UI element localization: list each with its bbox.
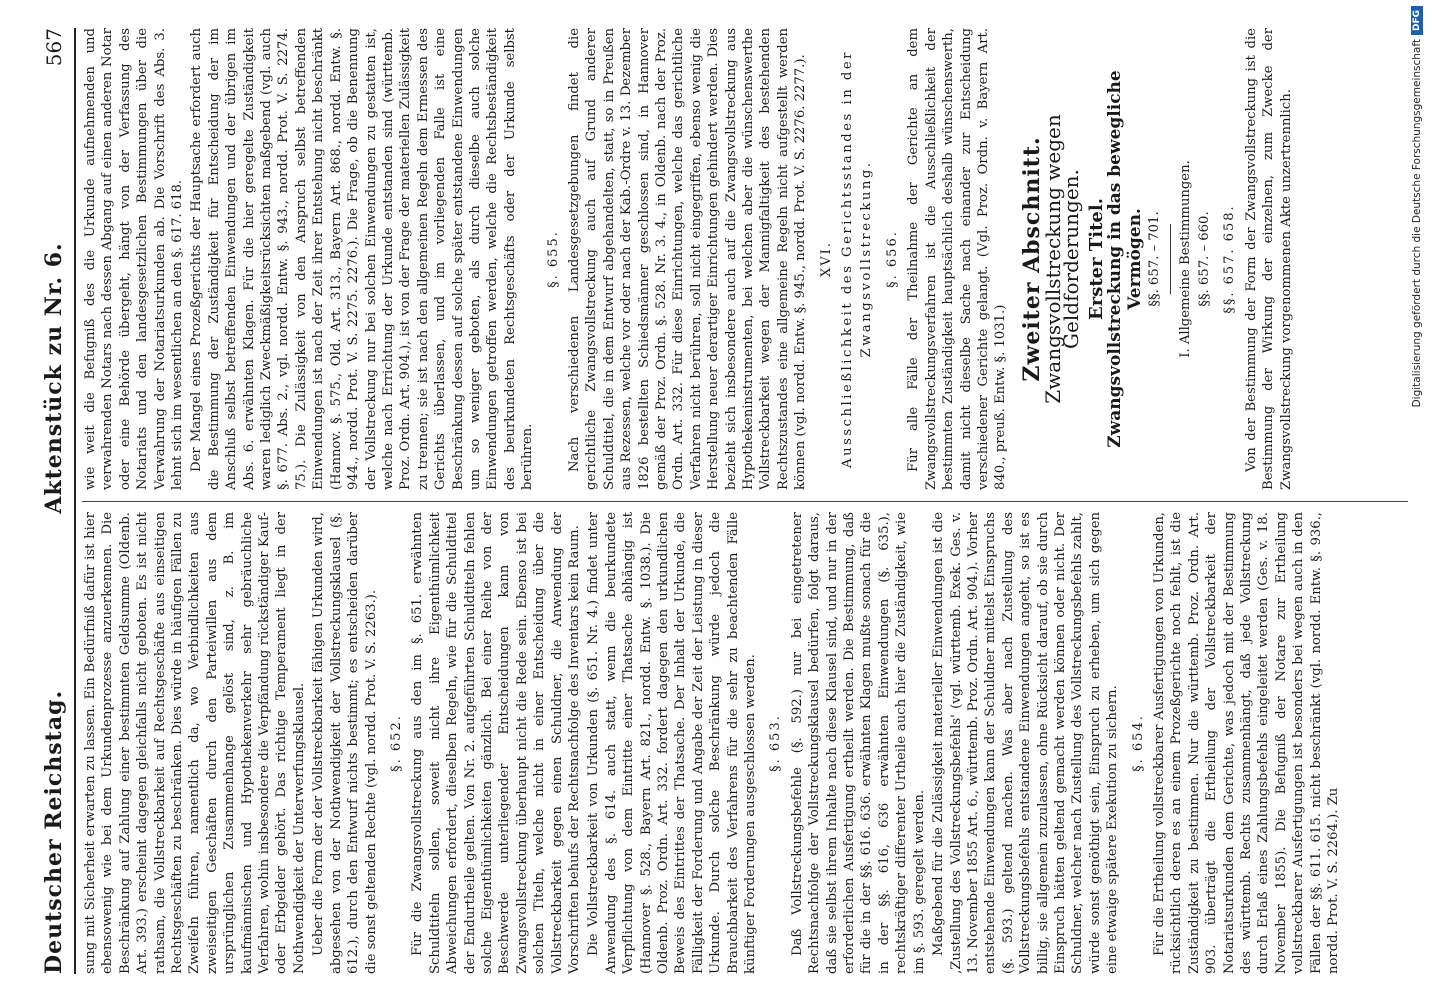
part-subheading: Zwangsvollstreckung wegen Geldforderungen. (1041, 114, 1083, 404)
left-paragraph-4: Die Vollstreckbarkeit von Urkunden (§. 651. Nr. 4.) findet unter Anwendung des §. 614. auch statt, wenn die beurkundete Verpflichtung von dem Eintritte einer Thatsache abhängig ist (Hannover §. 528., Bayern Art. 821., nordd. Entw. §. 1038.). Die Oldenb. Proz. Ordn. Art. 332. fordert dagegen den urkundlichen Beweis des Eintrittes der Thatsache. Der Inhalt der Urkunde, die Fälligkeit der Forderung und Angabe der Zeit der Leistung in dieser Urkunde. Durch solche Beschränkung würde jedoch die Brauchbarkeit des Verfahrens für die sehr zu beachtenden Fälle künftiger Forderungen ausgeschlossen werden. (586, 512, 759, 974)
left-paragraph-1: sung mit Sicherheit erwarten zu lassen. Ein Bedürfniß dafür ist hier ebensowenig wie bei dem Urkundenprozesse anzuerkennen. Die Beschränkung auf Zahlung einer bestimmten Geldsumme (Oldenb. Art. 393.) erscheint dagegen gleichfalls nicht geboten. Es ist nicht rathsam, die Vollstreckbarkeit auf Rechtsgeschäfte aus einseitigen Rechtsgeschäften zu beschränken. Dies würde in häufigen Fällen zu Zweifeln führen, namentlich da, wo Verbindlichkeiten aus zweiseitigen Geschäften durch den Parteiwillen aus dem ursprünglichen Zusammenhange gelöst sind, z. B. im kaufmännischen und Hypothekenverkehr sehr gebräuchliche Verfahren, wohin insbesondere die Verpfändung rückständiger Kauf- oder Erbgelder gehört. Das richtige Temperament liegt in der Nothwendigkeit der Unterwerfungsklausel. (83, 512, 307, 974)
left-paragraph-5: Daß Vollstreckungsbefehle (§. 592.) nur bei eingetretener Rechtsnachfolge der Vollstreckungsklausel bedürfen, folgt daraus, daß sie selbst ihrem Inhalte nach diese Klausel sind, und nur in der erforderlichen Ausfertigung ertheilt werden. Die Bestimmung, daß für die in der §§. 616. 636. erwähnten Klagen mußte sonach für die in der §§. 616, 636 erwähnten Einwendungen (§. 635.), rechtskräftiger differenter Urtheile auch hier die Zuständigkeit, wie im §. 593. geregelt werden. (789, 512, 927, 974)
header-center: Aktenstück zu Nr. 6. (41, 242, 67, 514)
dfg-funding-note: Digitalisierung gefördert durch die Deutsche Forschungsgemeinschaft (1411, 39, 1423, 408)
header-left: Deutscher Reichstag. (41, 689, 67, 974)
left-paragraph-7: Für die Ertheilung vollstreckbarer Ausfertigungen von Urkunden, rücksichtlich deren es an einem Prozeßgerichte noch fehlt, ist die Zuständigkeit zu bestimmen. Nur die württemb. Proz. Ordn. Art. 903. überträgt die Ertheilung der Vollstreckbarkeit der Notariatsurkunden dem Gerichte, was jedoch mit der Bestimmung des württemb. Rechts zusammenhängt, daß jede Vollstreckung durch Erlaß eines Zahlungsbefehls eingeleitet werden (Ges. v. 18. November 1855). Die Befugniß der Notare zur Ertheilung vollstreckbarer Ausfertigungen ist besonders bei wegen auch in den Fällen der §§. 611. 615. nicht beschränkt (vgl. nordd. Entw. §. 936., nordd. Prot. V. S. 2264.). Zu (1151, 512, 1342, 974)
page-number: 567 (42, 28, 66, 67)
section-heading-656: §. 656. (884, 230, 900, 288)
right-paragraph-2: Der Mangel eines Prozeßgerichts der Hauptsache erfordert auch die Bestimmung der Zuständigkeit für Entscheidung der im Anschluß selbst betreffenden Einwendungen und der übrigen im Abs. 6. erwähnten Klagen. Für die hier geregelte Zuständigkeit waren lediglich Zweckmäßigkeitsrücksichten maßgebend (vgl. auch §. 677. Abs. 2., vgl. nordd. Entw. §. 943., nordd. Prot. V. S. 2274. 75.). Die Zulässigkeit von den Anspruch selbst betreffenden Einwendungen ist nach der Zeit ihrer Entstehung nicht beschränkt (Hannov. §. 575., Old. Art. 313., Bayern Art. 868., nordd. Entw. §. 944., nordd. Prot. V. S. 2275. 2276.). Die Frage, ob die Benennung der Vollstreckung nur bei solchen Einwendungen zu gestatten ist, welche nach Errichtung der Urkunde entstanden sind (württemb. Proz. Ordn. Art. 904.), ist von der Frage der materiellen Zulässigkeit zu trennen; sie ist nach den allgemeinen Regeln dem Ermessen des Gerichts überlassen, und im vorliegenden Falle ist eine Beschränkung dessen auf solche später entstandene Einwendungen um so weniger geboten, als durch dieselbe auch solche Einwendungen getroffen werden, welche die Rechtsbeständigkeit des beurkundeten Rechtsgeschäfts oder der Urkunde selbst berühren. (189, 28, 536, 490)
left-paragraph-6: Maßgebend für die Zulässigkeit materieller Einwendungen ist die ‚Zustellung des Vollstreckungsbefehls' (vgl. württemb. Exek. Ges. v. 13. November 1855 Art. 6., württemb. Proz. Ordn. Art. 904.). Vorher entstehende Einwendungen kann der Schuldner mittelst Einspruchs (§. 593.) geltend machen. Was aber nach Zustellung des Vollstreckungsbefehls entstandene Einwendungen angeht, so ist es billig, sie allgemein zuzulassen, ohne Rücksicht darauf, ob sie durch Einspruch hätten geltend gemacht werden können oder nicht. Der Schuldner, welcher nach Zustellung des Vollstreckungsbefehls zahlt, würde sonst genöthigt sein, Einspruch zu erheben, um sich gegen eine etwaige spätere Exekution zu sichern. (931, 512, 1121, 974)
right-paragraph-5: Von der Bestimmung der Form der Zwangsvollstreckung ist die Bestimmung der Wirkung der einzelnen, zum Zwecke der Zwangsvollstreckung vorgenommenen Akte unzertrennlich. (1243, 28, 1294, 490)
title-heading: Erster Titel. (1085, 198, 1107, 320)
section-heading-655: §. 655. (545, 230, 561, 288)
right-paragraph-1: wie weit die Befugniß des die Urkunde aufnehmenden und verwahrenden Notars nach dessen Abgang auf einen anderen Notar oder eine Behörde übergeht, hängt von der Verfassung des Notariats und den landesgesetzlichen Bestimmungen über die Verwahrung der Notariatsurkunden ab. Die Vorschrift des Abs. 3. lehnt sich im wesentlichen an den §. 617. 618. (83, 28, 186, 490)
left-column (82, 512, 1408, 974)
section-heading-653: §. 653. (768, 714, 784, 772)
title-subheading-line-1: Zwangsvollstreckung in das bewegliche (1105, 70, 1126, 448)
right-paragraph-4: Für alle Fälle der Theilnahme der Gerichte an dem Zwangsvollstreckungsverfahren ist die Ausschließlichkeit der bestimmten Zuständigkeit hauptsächlich deshalb wünschenswerth, damit nicht dieselbe Sache nach einander zur Entscheidung verschiedener Gerichte gelangt. (Vgl. Proz. Ordn. v. Bayern Art. 840., preuß. Entw. §. 1031.) (906, 28, 1009, 490)
rotated-page (30, 8, 1420, 994)
left-paragraph-2: Ueber die Form der der Vollstreckbarkeit fähigen Urkunden wird, abgesehen von der Nothwendigkeit der Vollstreckungsklausel (§. 612.), durch den Entwurf nichts bestimmt; es entscheiden darüber die sonst geltenden Rechte (vgl. nordd. Prot. V. S. 2263.). (311, 512, 379, 974)
chapter-title-line-1: Ausschließlichkeit des Gerichtsstandes in der (840, 50, 856, 468)
chapter-title-line-2: Zwangsvollstreckung. (859, 160, 875, 358)
section-heading-657: §§. 657. 658. (1222, 204, 1238, 314)
dfg-sidebar-text-wrap (1406, 6, 1428, 986)
right-column (82, 28, 1408, 490)
subsection-range: §§. 657. – 660. (1196, 211, 1212, 307)
section-heading-654: §. 654. (1130, 714, 1146, 772)
subsection-heading: I. Allgemeine Bestimmungen. (1177, 160, 1193, 358)
right-paragraph-3: Nach verschiedenen Landesgesetzgebungen findet die gerichtliche Zwangsvollstreckung auch auf Grund anderer Schuldtitel, die in dem Entwurf abgehandelten, statt, so in Preußen aus Rezessen, welche vor oder nach der Kab.-Ordre v. 13. Dezember 1826 bestellten Schiedsmänner geschlossen sind, in Hannover gemäß der Proz. Ordn. §. 528. Nr. 3. 4., in Oldenb. nach der Proz. Ordn. Art. 332. Für diese Einrichtungen, welche das gerichtliche Verfahren nicht berühren, soll nicht eingegriffen, ebenso wenig die Herstellung neuer derartiger Einrichtungen gehindert werden. Dies bezieht sich insbesondere auch auf die Zwangsvollstreckung aus Hypothekeninstrumenten, bei welchen aber die wünschenswerthe Vollstreckbarkeit wegen der Mannigfaltigkeit des bestehenden Rechtszustandes eine allgemeine Regeln nicht aufgestellt werden können (vgl. nordd. Entw. §. 945., nordd. Prot. V. S. 2276. 2277.). (566, 28, 809, 490)
page-inner (30, 8, 1420, 994)
title-subheading-line-2: Vermögen. (1124, 208, 1145, 310)
left-paragraph-3: Für die Zwangsvollstreckung aus den im §. 651. erwähnten Schuldtiteln sollen, soweit nicht ihre Eigenthümlichkeit Abweichungen erfordert, dieselben Regeln, wie für die Schuldtitel der Endurtheile gelten. Von Nr. 2. aufgeführten Schuldtiteln fehlen solche Eigenthümlichkeiten gänzlich. Bei einer Reihe von der Beschwerde unterliegender Entscheidungen kann von Zwangsvollstreckung überhaupt nicht die Rede sein. Ebenso ist bei solchen Titeln, welche nicht in einer Entscheidung über die Vollstreckbarkeit gegen einen Schuldner, die Anwendung der Vorschriften behufs der Rechtsnachfolge des Inventars kein Raum. (410, 512, 582, 974)
title-section-range: §§. 657. – 701. (1147, 211, 1163, 307)
page-header (34, 28, 76, 974)
dfg-logo-icon: DFG (1411, 6, 1423, 35)
section-heading-652: §. 652. (388, 714, 404, 772)
dfg-sidebar (1406, 6, 1428, 986)
chapter-number-xvi: XVI. (818, 241, 834, 277)
part-heading: Zweiter Abschnitt. (1018, 136, 1045, 382)
short-rule (1170, 224, 1171, 294)
column-divider (82, 501, 1408, 502)
